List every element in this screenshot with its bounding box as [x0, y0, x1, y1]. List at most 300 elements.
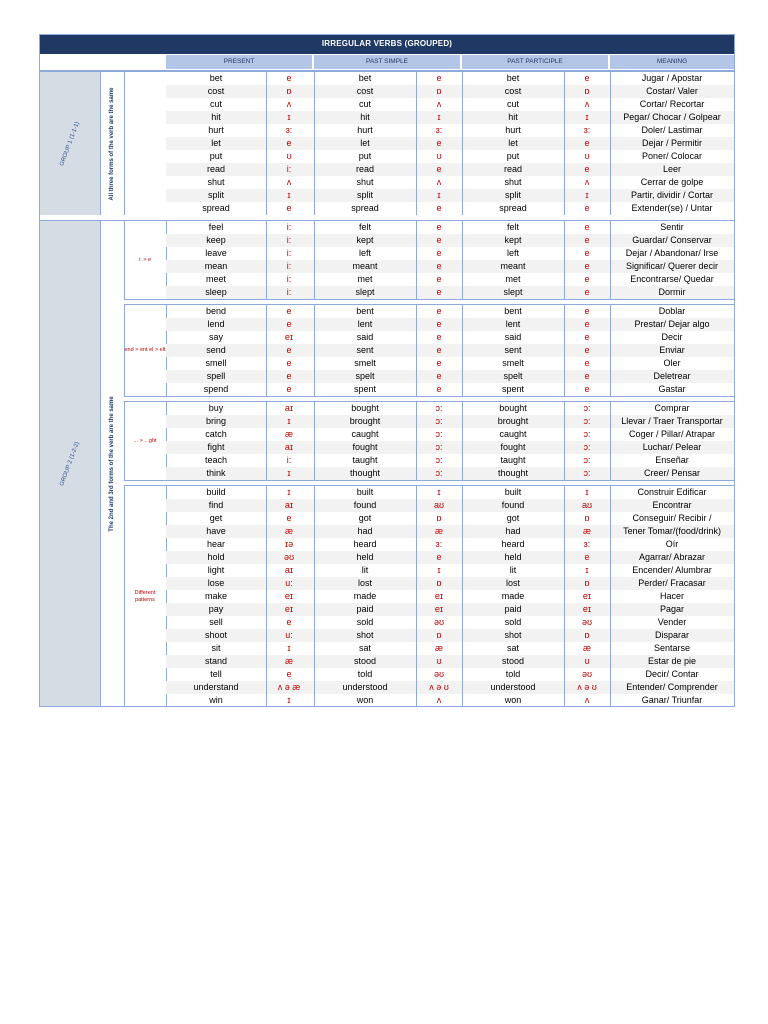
cell-present: send — [206, 345, 226, 355]
cell-past-simple: found — [353, 500, 377, 510]
cell-present: bet — [209, 73, 223, 83]
cell-present-sound: ɪ — [287, 487, 291, 497]
cell-meaning: Creer/ Pensar — [643, 468, 701, 478]
cell-past-participle-sound: ɔ: — [583, 468, 591, 478]
cell-present-sound: e — [286, 138, 292, 148]
cell-present-sound: e — [286, 319, 292, 329]
cell-present-sound: e — [286, 203, 292, 213]
cell-past-participle-sound: e — [584, 222, 590, 232]
cell-past-participle: put — [506, 151, 520, 161]
cell-present-sound: ɪ — [287, 468, 291, 478]
cell-present: light — [207, 565, 225, 575]
cell-present: say — [208, 332, 223, 342]
cell-meaning: Hacer — [659, 591, 684, 601]
cell-meaning: Encontrarse/ Quedar — [630, 274, 714, 284]
cell-past-simple: sent — [356, 345, 374, 355]
cell-past-simple: cut — [358, 99, 371, 109]
cell-present: fight — [207, 442, 225, 452]
cell-past-simple-sound: æ — [434, 526, 443, 536]
cell-present-sound: aɪ — [284, 500, 294, 510]
cell-past-participle: sat — [506, 643, 519, 653]
cell-meaning: Extender(se) / Untar — [631, 203, 713, 213]
cell-past-participle: read — [503, 164, 522, 174]
cell-past-simple-sound: ɔ: — [435, 455, 443, 465]
cell-past-simple: lost — [357, 578, 372, 588]
cell-past-simple: bet — [358, 73, 372, 83]
cell-past-participle: let — [508, 138, 518, 148]
cell-past-participle-sound: ʊ — [584, 656, 590, 666]
cell-past-participle: built — [504, 487, 522, 497]
cell-meaning: Entender/ Comprender — [626, 682, 718, 692]
cell-past-participle: stood — [501, 656, 525, 666]
cell-past-simple-sound: ɜ: — [435, 125, 443, 135]
cell-past-participle: lent — [505, 319, 521, 329]
cell-past-simple-sound: əʊ — [433, 617, 445, 627]
cell-present: sleep — [205, 287, 227, 297]
cell-past-simple: lit — [361, 565, 369, 575]
cell-meaning: Estar de pie — [647, 656, 697, 666]
cell-past-simple-sound: ɪ — [437, 565, 441, 575]
cell-present: shoot — [204, 630, 228, 640]
cell-past-simple-sound: ɔ: — [435, 403, 443, 413]
cell-past-simple-sound: ɔ: — [435, 416, 443, 426]
cell-present: cut — [209, 99, 222, 109]
cell-past-simple: hurt — [357, 125, 373, 135]
cell-past-participle: held — [504, 552, 522, 562]
cell-past-participle: thought — [497, 468, 529, 478]
cell-present: stand — [204, 656, 228, 666]
cell-meaning: Sentarse — [653, 643, 691, 653]
cell-past-simple-sound: e — [436, 248, 442, 258]
cell-meaning: Disparar — [654, 630, 689, 640]
cell-past-simple-sound: e — [436, 358, 442, 368]
cell-past-participle-sound: ʊ — [584, 151, 590, 161]
cell-meaning: Ganar/ Triunfar — [641, 695, 703, 705]
cell-meaning: Cerrar de golpe — [640, 177, 704, 187]
cell-past-simple: caught — [351, 429, 379, 439]
cell-meaning: Partir, dividir / Cortar — [630, 190, 714, 200]
cell-meaning: Pegar/ Chocar / Golpear — [623, 112, 721, 122]
cell-past-simple-sound: ɒ — [436, 630, 442, 640]
cell-past-simple: built — [356, 487, 374, 497]
cell-past-simple-sound: e — [436, 261, 442, 271]
cell-past-participle: won — [504, 695, 522, 705]
cell-past-participle: left — [506, 248, 519, 258]
cell-past-participle: kept — [504, 235, 522, 245]
cell-present: meet — [205, 274, 226, 284]
cell-present-sound: æ — [284, 526, 293, 536]
cell-past-participle: shut — [504, 177, 522, 187]
cell-present: build — [206, 487, 226, 497]
cell-past-participle-sound: ɪ — [585, 112, 589, 122]
cell-past-simple-sound: e — [436, 73, 442, 83]
cell-present-sound: e — [286, 384, 292, 394]
cell-present-sound: ɪ — [287, 416, 291, 426]
cell-past-simple: smelt — [354, 358, 376, 368]
cell-present-sound: eɪ — [284, 591, 294, 601]
subgroup-label: ... > ...ght — [133, 437, 157, 444]
cell-past-participle-sound: ʌ — [584, 177, 590, 187]
cell-past-simple-sound: aʊ — [433, 500, 445, 510]
cell-past-participle-sound: e — [584, 261, 590, 271]
cell-present-sound: eɪ — [284, 604, 294, 614]
cell-present: make — [204, 591, 227, 601]
cell-meaning: Deletrear — [653, 371, 691, 381]
table-body — [40, 71, 734, 706]
cell-past-simple: felt — [358, 222, 371, 232]
cell-present: lose — [207, 578, 225, 588]
cell-past-participle: cost — [504, 86, 522, 96]
cell-past-participle-sound: e — [584, 332, 590, 342]
cell-past-simple-sound: e — [436, 384, 442, 394]
cell-meaning: Conseguir/ Recibir / — [632, 513, 712, 523]
cell-present-sound: aɪ — [284, 442, 294, 452]
cell-past-participle-sound: ʌ — [584, 99, 590, 109]
cell-present: smell — [205, 358, 227, 368]
cell-present-sound: i: — [286, 261, 292, 271]
cell-past-participle-sound: e — [584, 235, 590, 245]
cell-past-simple-sound: ɔ: — [435, 442, 443, 452]
cell-past-simple-sound: ɪ — [437, 112, 441, 122]
cell-present: find — [208, 500, 224, 510]
cell-meaning: Enseñar — [655, 455, 689, 465]
cell-past-participle-sound: ɪ — [585, 190, 589, 200]
cell-past-participle-sound: ɜ: — [583, 539, 591, 549]
cell-past-participle-sound: e — [584, 287, 590, 297]
cell-present-sound: ɒ — [286, 86, 292, 96]
cell-present-sound: æ — [284, 656, 293, 666]
subgroup-label: Different patterns — [134, 589, 156, 603]
cell-past-participle: heard — [501, 539, 525, 549]
cell-past-participle-sound: e — [584, 552, 590, 562]
cell-present-sound: u: — [285, 630, 293, 640]
cell-meaning: Coger / Pillar/ Atrapar — [628, 429, 716, 439]
cell-past-simple: let — [360, 138, 370, 148]
cell-present: spend — [203, 384, 229, 394]
cell-past-participle: smelt — [502, 358, 524, 368]
cell-past-participle-sound: ɒ — [584, 86, 590, 96]
cell-past-simple-sound: e — [436, 345, 442, 355]
cell-past-simple: sat — [358, 643, 371, 653]
cell-past-participle: spelt — [503, 371, 523, 381]
cell-past-simple: told — [357, 669, 373, 679]
cell-past-participle-sound: ɒ — [584, 513, 590, 523]
cell-past-participle: slept — [503, 287, 523, 297]
cell-present-sound: e — [286, 513, 292, 523]
cell-past-participle: caught — [499, 429, 527, 439]
cell-meaning: Encender/ Alumbrar — [632, 565, 712, 575]
cell-meaning: Dejar / Abandonar/ Irse — [625, 248, 719, 258]
cell-present-sound: e — [286, 358, 292, 368]
cell-past-simple: met — [357, 274, 373, 284]
cell-past-participle-sound: ɔ: — [583, 455, 591, 465]
cell-present-sound: ɪə — [284, 539, 294, 549]
cell-meaning: Cortar/ Recortar — [639, 99, 705, 109]
cell-meaning: Oler — [663, 358, 681, 368]
cell-present: buy — [208, 403, 224, 413]
cell-present: shut — [207, 177, 225, 187]
cell-present: bring — [205, 416, 226, 426]
cell-meaning: Prestar/ Dejar algo — [634, 319, 710, 329]
cell-past-simple-sound: ʌ — [436, 99, 442, 109]
cell-past-simple: shot — [356, 630, 374, 640]
cell-past-simple-sound: ɒ — [436, 578, 442, 588]
cell-past-participle: fought — [500, 442, 526, 452]
cell-past-simple-sound: e — [436, 274, 442, 284]
group-note: All three forms of the verb are the same — [109, 86, 115, 201]
cell-past-participle-sound: e — [584, 345, 590, 355]
cell-meaning: Dejar / Permitir — [641, 138, 702, 148]
cell-meaning: Encontrar — [652, 500, 692, 510]
cell-present-sound: i: — [286, 164, 292, 174]
cell-past-simple: got — [358, 513, 372, 523]
cell-meaning: Agarrar/ Abrazar — [638, 552, 706, 562]
cell-present-sound: ɪ — [287, 643, 291, 653]
cell-past-participle-sound: eɪ — [582, 591, 592, 601]
cell-past-simple: made — [353, 591, 377, 601]
cell-present: read — [206, 164, 225, 174]
subgroup-label: end > ent el > elt — [124, 347, 166, 353]
cell-present-sound: i: — [286, 455, 292, 465]
cell-past-simple-sound: eɪ — [434, 591, 444, 601]
cell-past-participle: lost — [505, 578, 520, 588]
cell-meaning: Poner/ Colocar — [641, 151, 703, 161]
cell-present-sound: ɪ — [287, 190, 291, 200]
cell-past-participle: got — [506, 513, 520, 523]
cell-past-simple-sound: e — [436, 552, 442, 562]
cell-present: get — [209, 513, 223, 523]
cell-present-sound: i: — [286, 235, 292, 245]
cell-present-sound: aɪ — [284, 565, 294, 575]
cell-present-sound: e — [286, 617, 292, 627]
cell-present-sound: ɜ: — [285, 125, 293, 135]
cell-past-participle: had — [505, 526, 521, 536]
cell-present: win — [209, 695, 223, 705]
cell-past-simple-sound: ʌ — [436, 177, 442, 187]
cell-past-simple: left — [358, 248, 371, 258]
cell-present: understand — [193, 682, 239, 692]
cell-present: pay — [208, 604, 224, 614]
cell-present: hold — [207, 552, 225, 562]
cell-present-sound: i: — [286, 222, 292, 232]
cell-past-participle-sound: əʊ — [581, 669, 593, 679]
cell-past-participle-sound: e — [584, 358, 590, 368]
cell-present: let — [211, 138, 221, 148]
cell-present: keep — [206, 235, 226, 245]
cell-present: have — [206, 526, 226, 536]
cell-present: hurt — [208, 125, 224, 135]
cell-past-participle-sound: aʊ — [581, 500, 593, 510]
cell-past-participle: paid — [504, 604, 522, 614]
cell-present-sound: ʌ — [286, 177, 292, 187]
cell-meaning: Leer — [662, 164, 681, 174]
cell-past-simple: fought — [352, 442, 378, 452]
cell-past-participle: bought — [499, 403, 527, 413]
cell-past-participle-sound: ɜ: — [583, 125, 591, 135]
cell-present-sound: i: — [286, 248, 292, 258]
cell-past-participle-sound: e — [584, 274, 590, 284]
cell-present-sound: i: — [286, 274, 292, 284]
cell-past-participle: bent — [504, 306, 522, 316]
cell-present: spell — [206, 371, 226, 381]
cell-past-participle: cut — [506, 99, 519, 109]
cell-meaning: Doler/ Lastimar — [641, 125, 703, 135]
cell-present: mean — [204, 261, 228, 271]
header-past-participle: PAST PARTICIPLE — [462, 55, 608, 69]
cell-past-simple-sound: ʌ — [436, 695, 442, 705]
cell-present-sound: ʌ — [286, 99, 292, 109]
cell-meaning: Comprar — [654, 403, 690, 413]
cell-past-simple-sound: e — [436, 164, 442, 174]
cell-past-participle: told — [505, 669, 521, 679]
cell-past-simple-sound: e — [436, 371, 442, 381]
cell-past-participle-sound: ɪ — [585, 487, 589, 497]
cell-past-simple: slept — [355, 287, 375, 297]
cell-meaning: Tener Tomar/(food/drink) — [623, 526, 721, 536]
cell-past-simple: sold — [356, 617, 374, 627]
header-past-simple: PAST SIMPLE — [314, 55, 460, 69]
cell-meaning: Jugar / Apostar — [641, 73, 703, 83]
cell-past-simple-sound: æ — [434, 643, 443, 653]
cell-past-simple: heard — [353, 539, 377, 549]
cell-past-participle: hit — [508, 112, 518, 122]
cell-past-simple-sound: eɪ — [434, 604, 444, 614]
cell-past-participle-sound: e — [584, 138, 590, 148]
cell-past-simple: shut — [356, 177, 374, 187]
cell-past-simple: kept — [356, 235, 374, 245]
cell-present: sell — [209, 617, 223, 627]
cell-past-simple: spread — [351, 203, 379, 213]
cell-present: leave — [205, 248, 227, 258]
cell-meaning: Enviar — [659, 345, 685, 355]
cell-past-participle: split — [504, 190, 521, 200]
cell-past-participle-sound: ʌ — [584, 695, 590, 705]
cell-past-participle: found — [501, 500, 525, 510]
cell-meaning: Pagar — [659, 604, 685, 614]
cell-past-simple: won — [356, 695, 374, 705]
cell-present: lend — [207, 319, 225, 329]
cell-past-simple: put — [358, 151, 372, 161]
cell-past-simple-sound: ɪ — [437, 190, 441, 200]
cell-past-participle-sound: æ — [582, 643, 591, 653]
group-note: The 2nd and 3rd forms of the verb are the same — [109, 396, 115, 532]
cell-meaning: Dormir — [658, 287, 686, 297]
cell-meaning: Perder/ Fracasar — [638, 578, 706, 588]
cell-past-simple-sound: ɔ: — [435, 429, 443, 439]
cell-past-simple: taught — [352, 455, 378, 465]
cell-past-participle: lit — [509, 565, 517, 575]
header-present: PRESENT — [166, 55, 312, 69]
cell-present-sound: e — [286, 73, 292, 83]
cell-past-simple-sound: ʊ — [436, 656, 442, 666]
cell-past-participle: sent — [504, 345, 522, 355]
cell-past-simple-sound: e — [436, 319, 442, 329]
cell-past-simple-sound: ɜ: — [435, 539, 443, 549]
cell-meaning: Decir/ Contar — [645, 669, 699, 679]
cell-past-simple-sound: e — [436, 287, 442, 297]
cell-present-sound: ɪ — [287, 695, 291, 705]
cell-present: feel — [208, 222, 224, 232]
group-name: GROUP 1 (1-1-1) — [59, 120, 81, 167]
cell-past-participle-sound: ɒ — [584, 578, 590, 588]
cell-past-participle: spent — [501, 384, 525, 394]
cell-past-simple-sound: ʊ — [436, 151, 442, 161]
cell-present: hear — [206, 539, 225, 549]
cell-present-sound: e — [286, 345, 292, 355]
cell-past-simple: hit — [360, 112, 370, 122]
cell-present-sound: e — [286, 669, 292, 679]
cell-past-simple: lent — [357, 319, 373, 329]
cell-past-participle-sound: e — [584, 248, 590, 258]
cell-past-simple-sound: e — [436, 332, 442, 342]
cell-present-sound: ɪ — [287, 112, 291, 122]
cell-past-simple: spent — [353, 384, 377, 394]
cell-past-simple-sound: e — [436, 138, 442, 148]
cell-past-participle: brought — [497, 416, 529, 426]
cell-meaning: Guardar/ Conservar — [632, 235, 712, 245]
irregular-verbs-table — [40, 34, 734, 706]
cell-present: hit — [211, 112, 221, 122]
cell-present: cost — [207, 86, 225, 96]
group-name: GROUP 2 (1-2-2) — [59, 441, 81, 487]
cell-past-participle: spread — [499, 203, 527, 213]
cell-past-simple: brought — [349, 416, 381, 426]
cell-meaning: Oír — [665, 539, 679, 549]
cell-past-participle-sound: ɔ: — [583, 416, 591, 426]
cell-past-participle-sound: e — [584, 371, 590, 381]
cell-present-sound: əʊ — [283, 552, 295, 562]
cell-present: teach — [204, 455, 228, 465]
cell-past-simple: stood — [353, 656, 377, 666]
cell-present: sit — [211, 643, 221, 653]
cell-past-simple: had — [357, 526, 373, 536]
cell-past-simple: bought — [351, 403, 379, 413]
cell-past-participle: felt — [506, 222, 519, 232]
cell-past-participle: sold — [504, 617, 522, 627]
cell-past-participle: shot — [504, 630, 522, 640]
cell-present: bend — [205, 306, 227, 316]
cell-past-participle: hurt — [505, 125, 521, 135]
subgroup-label: i: > e — [138, 256, 152, 263]
cell-present: spread — [202, 203, 230, 213]
cell-meaning: Decir — [661, 332, 683, 342]
cell-past-participle: taught — [500, 455, 526, 465]
cell-present-sound: æ — [284, 429, 293, 439]
cell-meaning: Significar/ Querer decir — [625, 261, 719, 271]
cell-past-participle-sound: e — [584, 319, 590, 329]
cell-past-simple: said — [356, 332, 374, 342]
cell-past-simple: spelt — [355, 371, 375, 381]
cell-past-participle-sound: ɪ — [585, 565, 589, 575]
cell-past-simple: meant — [352, 261, 378, 271]
cell-meaning: Costar/ Valer — [646, 86, 698, 96]
cell-past-simple-sound: e — [436, 306, 442, 316]
header-meaning: MEANING — [610, 55, 734, 69]
cell-meaning: Luchar/ Pelear — [642, 442, 702, 452]
cell-past-simple-sound: ɒ — [436, 86, 442, 96]
cell-present: catch — [205, 429, 227, 439]
cell-past-participle: said — [504, 332, 522, 342]
cell-past-participle-sound: ɔ: — [583, 429, 591, 439]
cell-meaning: Llevar / Traer Transportar — [621, 416, 723, 426]
cell-past-simple-sound: əʊ — [433, 669, 445, 679]
cell-present: put — [209, 151, 223, 161]
cell-past-participle: made — [501, 591, 525, 601]
cell-past-participle-sound: əʊ — [581, 617, 593, 627]
cell-present: think — [206, 468, 226, 478]
cell-past-simple-sound: e — [436, 222, 442, 232]
cell-past-simple: bent — [356, 306, 374, 316]
